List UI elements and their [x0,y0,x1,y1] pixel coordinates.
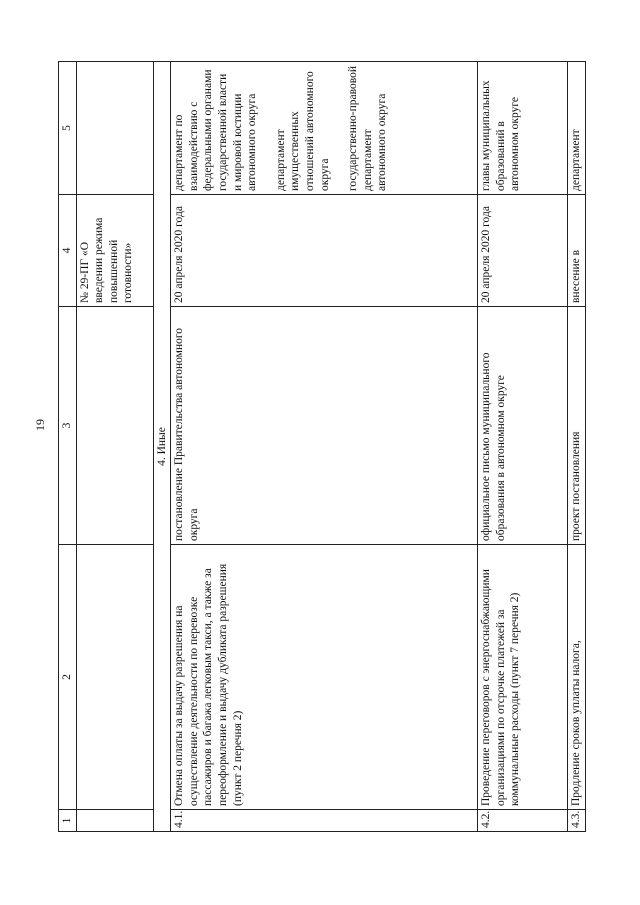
responsible-item: государственно-правовой департамент автономного округа [347,65,389,191]
header-cell: 3 [59,307,77,545]
table-row [171,62,478,832]
cell-measure: Отмена оплаты за выдачу разрешения на осуществление деятельности по перевозке пассажиров и багажа легковым такси, а также за переоформление и выдачу дубликата разрешения (пункт 2 перечня 2) [171,545,478,810]
cell-date: 20 апреля 2020 года [478,195,568,307]
cell-date: внесение в [568,195,586,307]
header-cell: 5 [59,62,77,195]
cell-num: 4.2. [478,810,568,832]
responsible-item: департамент по взаимодействию с федеральными органами государственной власти и мировой юстиции автономного округа [173,69,259,191]
cell-num: 4.3. [568,810,586,832]
header-cell: 1 [59,810,77,832]
table-row [568,62,586,832]
header-cell: 4 [59,195,77,307]
header-cell: 2 [59,545,77,810]
cell-measure: Проведение переговоров с энергоснабжающими организациями по отсрочке платежей за коммунальные расходы (пункт 7 перечня 2) [478,545,568,810]
cell-date: № 29-ПГ «О введении режима повышенной готовности» [76,195,153,307]
table-row [478,62,568,832]
cell-form: официальное письмо муниципального образования в автономном округе [478,307,568,545]
cell-form: проект постановления [568,307,586,545]
section-title: 4. Иные [153,62,171,832]
cell-responsible: департамент [568,62,586,195]
cell-num: 4.1. [171,810,478,832]
continued-row [76,62,153,832]
page-number: 19 [33,419,47,431]
section-row [153,62,171,832]
cell-responsible [171,62,478,195]
cell-form: постановление Правительства автономного округа [171,307,478,545]
responsible-item: главы муниципальных образований в автономном округе [480,80,522,191]
responsible-item: департамент имущественных отношений автономного округа [274,71,331,191]
header-row [59,62,77,832]
measures-table [58,61,586,832]
rotated-table-page [58,62,588,832]
cell-measure: Продление сроков уплаты налога, [568,545,586,810]
cell-date: 20 апреля 2020 года [171,195,478,307]
cell-responsible [478,62,568,195]
